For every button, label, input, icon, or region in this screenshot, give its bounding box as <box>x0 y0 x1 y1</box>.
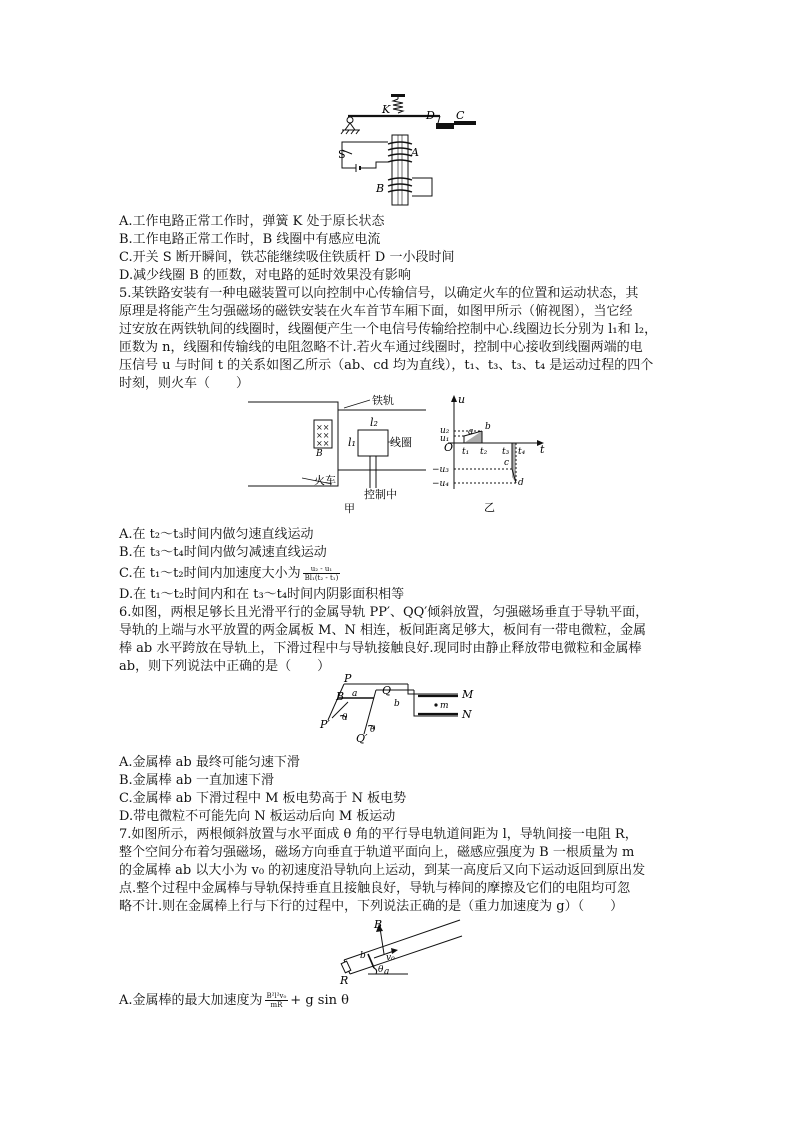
q4-relay-figure <box>340 92 490 208</box>
q5-jia-label-control: 控制中 <box>364 488 397 501</box>
q6-option-a: A.金属棒 ab 最终可能匀速下滑 <box>119 755 300 770</box>
q5-option-b: B.在 t₃～t₄时间内做匀减速直线运动 <box>119 545 327 560</box>
q4-label-A: A <box>411 146 419 159</box>
q4-label-B: B <box>376 182 385 195</box>
q7-option-a-denominator: mR <box>270 1001 283 1009</box>
q6-stem-line: 棒 ab 水平跨放在导轨上，下滑过程中与导轨接触良好.现同时由静止释放带电微粒和金属棒 <box>119 641 642 656</box>
q4-option-a: A.工作电路正常工作时，弹簧 K 处于原长状态 <box>119 214 385 229</box>
q6-label-B: B <box>336 690 345 703</box>
q7-stem-line: 略不计.则在金属棒上行与下行的过程中，下列说法正确的是（重力加速度为 g）（ ） <box>119 899 624 914</box>
q5-option-c-numerator: u₂ - u₁ <box>303 565 341 574</box>
q5-option-d: D.在 t₁～t₂时间内和在 t₃～t₄时间内阴影面积相等 <box>119 587 405 602</box>
q5-yi-t2: t₂ <box>480 447 488 457</box>
q6-label-Q: Q <box>382 684 392 697</box>
q5-yi-caption: 乙 <box>484 501 495 514</box>
q5-yi-origin: O <box>444 441 454 454</box>
q7-option-a-suffix: + g sin θ <box>290 993 349 1008</box>
q7-label-b: b <box>360 951 366 961</box>
q4-label-S: S <box>338 148 346 161</box>
q7-option-a <box>119 988 349 1014</box>
q4-option-d: D.减少线圈 B 的匝数，对电路的延时效果没有影响 <box>119 268 411 283</box>
q5-stem-line: 匝数为 n，线圈和传输线的电阻忽略不计.若火车通过线圈时，控制中心接收到线圈两端的电 <box>119 340 643 355</box>
q5-jia-label-l2: l₂ <box>370 416 378 429</box>
q5-option-c-denominator: Bl₁(t₂ - t₁) <box>304 574 339 582</box>
q5-jia-caption: 甲 <box>344 502 355 515</box>
q7-stem-line: 7.如图所示，两根倾斜放置与水平面成 θ 角的平行导电轨道间距为 l，导轨间接一电阻 R， <box>119 827 638 842</box>
q6-stem-line: 导轨的上端与水平放置的两金属板 M、N 相连，板间距离足够大，板间有一带电微粒，金属 <box>119 623 646 638</box>
q6-label-m: m <box>440 701 449 711</box>
q7-option-a-numerator: B²l²v₀ <box>266 992 287 1000</box>
q6-label-P: P <box>344 672 352 685</box>
q7-option-a-fraction <box>265 992 289 1009</box>
q5-stem-line: 5.某铁路安装有一种电磁装置可以向控制中心传输信号，以确定火车的位置和运动状态，其 <box>119 286 639 301</box>
q5-yi-t4: t₄ <box>518 447 526 457</box>
svg-text:××: ×× <box>316 431 330 440</box>
q5-jia-label-B: B <box>316 449 323 459</box>
q5-yi-t1: t₁ <box>462 447 470 457</box>
q7-label-theta: θ <box>378 965 384 975</box>
q6-rails-plates-figure <box>318 672 478 748</box>
q5-jia-label-l1: l₁ <box>348 436 356 449</box>
q7-stem-line: 整个空间分布着匀强磁场，磁场方向垂直于轨道平面向上，磁感应强度为 B 一根质量为 m <box>119 845 635 860</box>
q7-label-a: a <box>384 967 390 977</box>
q5-yi-d: d <box>518 478 524 488</box>
q5-option-c-prefix: C.在 t₁～t₂时间内加速度大小为 <box>119 566 301 581</box>
q5-stem-line: 原理是将能产生匀强磁场的磁铁安装在火车首节车厢下面，如图甲所示（俯视图），当它经 <box>119 304 633 319</box>
q5-yi-c: c <box>504 458 510 468</box>
svg-text:××: ×× <box>316 423 330 432</box>
svg-text:××: ×× <box>316 439 330 448</box>
q7-incline-rails-figure <box>328 914 464 986</box>
q5-option-a: A.在 t₂～t₃时间内做匀速直线运动 <box>119 527 314 542</box>
q7-label-v0: v₀ <box>386 953 395 963</box>
q6-option-b: B.金属棒 ab 一直加速下滑 <box>119 773 275 788</box>
q5-yi-t3: t₃ <box>502 447 510 457</box>
q7-stem-line: 的金属棒 ab 以大小为 v₀ 的初速度沿导轨向上运动，到某一高度后又向下运动返回到原出发 <box>119 863 646 878</box>
q5-yi-u2: u₂ <box>440 426 450 436</box>
q5-option-c <box>119 562 342 586</box>
q4-label-K: K <box>382 103 391 116</box>
q7-stem-line: 点.整个过程中金属棒与导轨保持垂直且接触良好，导轨与棒间的摩擦及它们的电阻均可忽 <box>119 881 631 896</box>
q4-label-C: C <box>456 109 465 122</box>
q6-label-N: N <box>462 708 472 721</box>
q7-label-R: R <box>340 974 349 987</box>
q6-option-d: D.带电微粒不可能先向 N 板运动后向 M 板运动 <box>119 809 396 824</box>
q6-label-Pp: P′ <box>320 718 330 731</box>
q5-yi-u-axis: u <box>458 393 466 406</box>
q6-label-M: M <box>462 688 474 701</box>
q5-stem-line: 过安放在两铁轨间的线圈时，线圈便产生一个电信号传输给控制中心.线圈边长分别为 l₁和 l₂， <box>119 322 658 337</box>
q5-yi-u1: u₁ <box>440 434 450 444</box>
q6-label-Qp: Q′ <box>356 732 368 745</box>
q5-figure-jia <box>246 392 428 514</box>
q7-option-a-prefix: A.金属棒的最大加速度为 <box>119 993 263 1008</box>
q6-stem-line: 6.如图，两根足够长且光滑平行的金属导轨 PP′、QQ′倾斜放置，匀强磁场垂直于导轨平面， <box>119 605 649 620</box>
q6-label-a: a <box>352 689 358 699</box>
q6-option-c: C.金属棒 ab 下滑过程中 M 板电势高于 N 板电势 <box>119 791 407 806</box>
q5-option-c-fraction <box>303 565 341 582</box>
q6-label-b: b <box>394 699 400 709</box>
q6-stem-line: ab，则下列说法中正确的是（ ） <box>119 659 331 674</box>
q4-option-b: B.工作电路正常工作时，B 线圈中有感应电流 <box>119 232 381 247</box>
q5-jia-label-rail: 铁轨 <box>372 394 394 407</box>
q5-jia-label-train: 火车 <box>314 474 336 487</box>
q5-yi-neg-u3: −u₃ <box>432 465 449 475</box>
q4-label-D: D <box>426 109 435 122</box>
q5-yi-t-axis: t <box>540 443 545 456</box>
q5-yi-b: b <box>485 422 491 432</box>
q4-option-c: C.开关 S 断开瞬间，铁芯能继续吸住铁质杆 D 一小段时间 <box>119 250 455 265</box>
q5-figure-yi <box>432 393 550 514</box>
q6-label-theta-2: θ <box>370 725 376 735</box>
q7-label-B: B <box>374 918 383 931</box>
q5-yi-a: a <box>468 427 474 437</box>
q5-jia-label-coil: 线圈 <box>390 436 412 449</box>
q6-label-theta-1: θ <box>342 713 348 723</box>
q5-stem-line: 时刻，则火车（ ） <box>119 376 250 391</box>
q5-stem-line: 压信号 u 与时间 t 的关系如图乙所示（ab、cd 均为直线），t₁、t₃、t₃、t₄ 是运动过程的四个 <box>119 358 654 373</box>
q5-yi-neg-u4: −u₄ <box>432 479 449 489</box>
